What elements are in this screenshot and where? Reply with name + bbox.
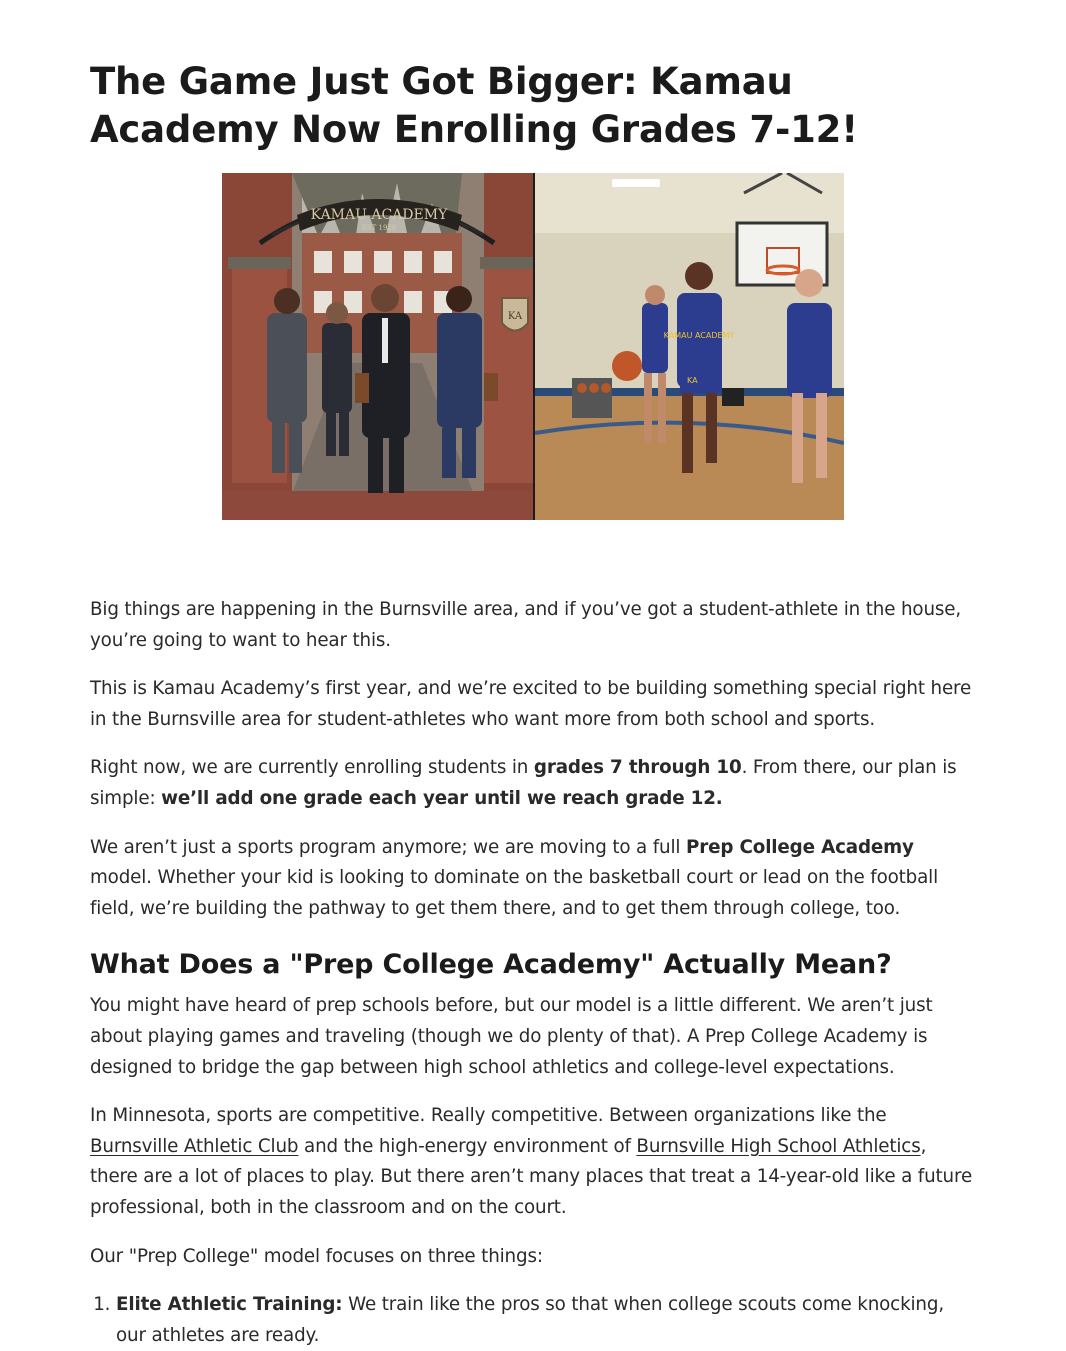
section-heading: What Does a "Prep College Academy" Actually Mean? — [90, 949, 892, 981]
prep-college-highlight: Prep College Academy — [686, 836, 914, 858]
grade-plan-highlight: we’ll add one grade each year until we reach grade 12. — [161, 787, 723, 809]
article-title: The Game Just Got Bigger: Kamau Academy Now Enrolling Grades 7-12! — [90, 60, 858, 151]
focus-list — [90, 1290, 975, 1351]
first-year-paragraph: This is Kamau Academy’s first year, and we’re excited to be building something special right here in the Burnsville area for student-athletes who want more from both school and sports. — [90, 678, 972, 730]
crest-text: KA — [507, 311, 523, 322]
enrollment-paragraph: Right now, we are currently enrolling students in grades 7 through 10. From there, our plan is simple: we’ll add one grade each year until we reach grade 12. — [90, 757, 957, 809]
burnsville-athletic-club-link[interactable]: Burnsville Athletic Club — [90, 1135, 299, 1157]
focus-intro-paragraph: Our "Prep College" model focuses on three things: — [90, 1245, 543, 1267]
gate-sign-text: KAMAU ACADEMY — [310, 207, 448, 223]
prep-explanation-paragraph: You might have heard of prep schools before, but our model is a little different. We aren’t just about playing games and traveling (though we do plenty of that). A Prep College Academy is designed to bridge the gap between high school athletics and college-level expectations. — [90, 995, 933, 1078]
minnesota-paragraph: In Minnesota, sports are competitive. Really competitive. Between organizations like the Burnsville Athletic Club and the high-energy environment of Burnsville High School Athletics, there are a lot of places to play. But there aren’t many places that treat a 14-year-old like a future professional, both in the classroom and on the court. — [90, 1105, 973, 1218]
burnsville-high-school-athletics-link[interactable]: Burnsville High School Athletics — [636, 1135, 921, 1157]
gate-est-text: EST 1928 — [361, 224, 397, 232]
list-item — [116, 1290, 975, 1351]
shorts-text: KA — [687, 376, 698, 385]
list-item-text: We train like the pros so that when college scouts come knocking, our athletes are ready. — [116, 1294, 944, 1346]
grades-highlight: grades 7 through 10 — [533, 757, 742, 779]
model-paragraph: We aren’t just a sports program anymore; we are moving to a full Prep College Academy model. Whether your kid is looking to dominate on the basketball court or lead on the football field, we’re building the pathway to get them there, and to get them through college, too. — [90, 836, 939, 919]
list-item-title: Elite Athletic Training: — [116, 1294, 343, 1316]
jersey-text: KAMAU ACADEMY — [663, 331, 735, 340]
intro-paragraph: Big things are happening in the Burnsville area, and if you’ve got a student-athlete in the house, you’re going to want to hear this. — [90, 599, 962, 651]
article — [90, 58, 975, 1351]
